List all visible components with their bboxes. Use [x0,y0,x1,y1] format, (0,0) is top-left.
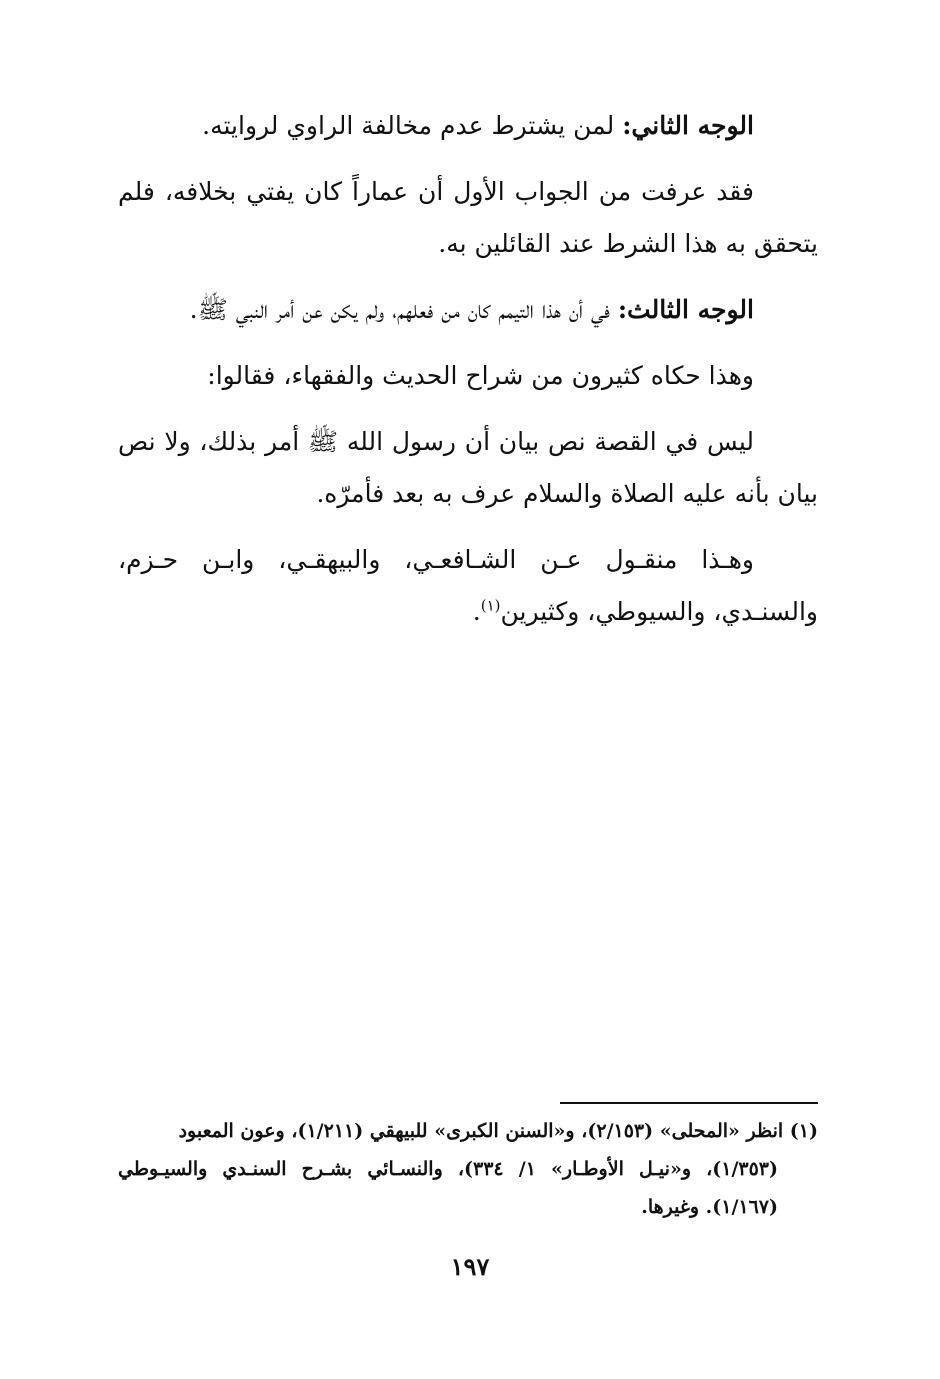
paragraph-4 [118,350,818,402]
paragraph-6 [118,534,818,638]
paragraph-label: الوجه الثاني: [622,111,754,140]
footnote-1-continuation: (١/٣٥٣)، و«نيـل الأوطـار» ١/ ٣٣٤)، والنسـائي بشـرح السنـدي والسيـوطي (١/١٦٧). وغيرها. [118,1158,779,1218]
footnote-separator [560,1102,818,1104]
paragraph-text: وهـذا منقـول عـن الشـافعـي، والبيهقـي، وابـن حـزم، والسنـدي، والسيوطي، وكثيرين [118,545,818,626]
paragraph-end: . [472,597,481,626]
footnotes [118,1112,818,1226]
paragraph-label: الوجه الثالث: [617,295,754,324]
footnote-marker[interactable]: (١) [480,596,501,615]
page-number: ١٩٧ [450,1252,490,1281]
paragraph-text: وهذا حكاه كثيرون من شراح الحديث والفقهاء، فقالوا: [207,361,754,390]
paragraph-text: في أن هذا التيمم كان من فعلهم، ولم يكن عن أمر النبي ﷺ. [189,295,618,324]
paragraph-3 [118,284,818,336]
paragraph-text: لمن يشترط عدم مخالفة الراوي لروايته. [202,111,623,140]
paragraph-text: ليس في القصة نص بيان أن رسول الله ﷺ أمر بذلك، ولا نص بيان بأنه عليه الصلاة والسلام عرف به بعد فأمرّه. [118,427,818,508]
footnote-1-first-line: (١) انظر «المحلى» (٢/١٥٣)، و«السنن الكبرى» للبيهقي (١/٢١١)، وعون المعبود [178,1120,818,1142]
main-text [118,100,818,652]
paragraph-1 [118,100,818,152]
paragraph-5 [118,416,818,520]
paragraph-2 [118,166,818,270]
paragraph-text: فقد عرفت من الجواب الأول أن عماراً كان يفتي بخلافه، فلم يتحقق به هذا الشرط عند القائلين به. [118,177,818,258]
